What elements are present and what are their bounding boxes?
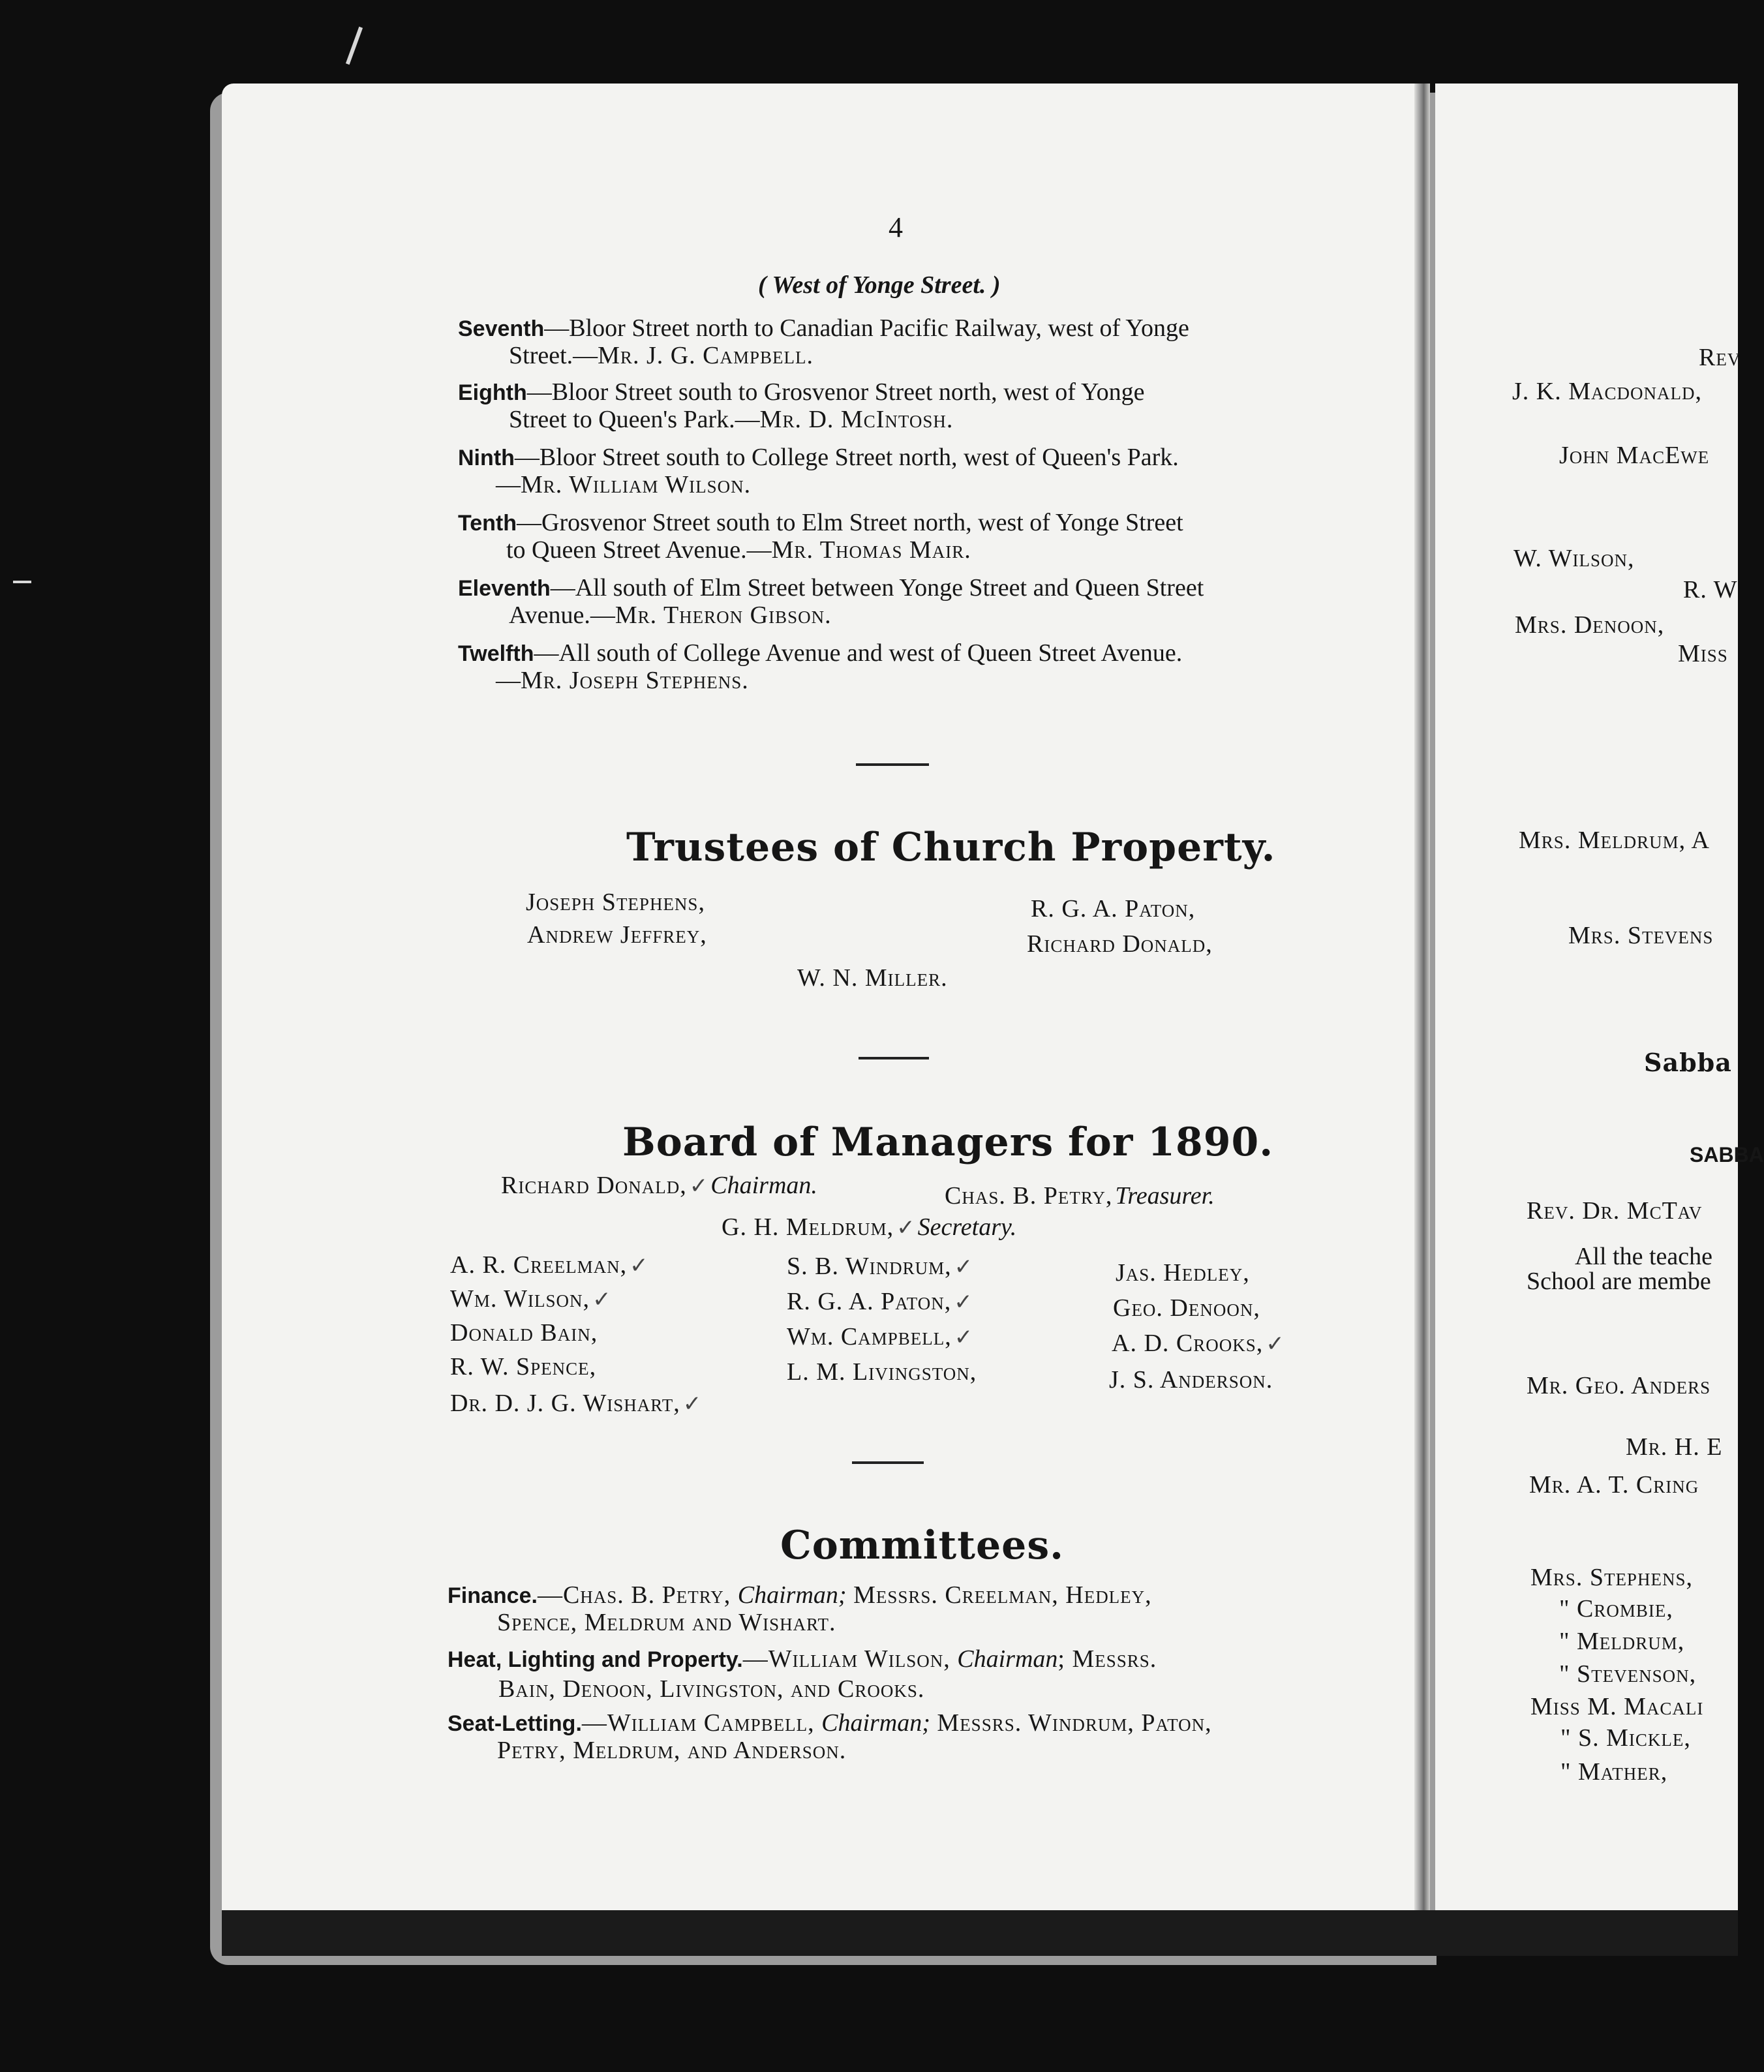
section-divider [859,1057,929,1059]
manager-name: Wm. Wilson, [450,1285,590,1313]
committees-heading: Committees. [780,1523,1064,1568]
committee-members: Petry, Meldrum, and Anderson. [497,1737,847,1764]
trustee-name: Richard Donald, [1027,930,1213,958]
right-text-line: " Meldrum, [1559,1628,1685,1655]
district-name: Eighth [458,380,527,405]
section-divider [852,1461,924,1464]
right-text-line: Rev [1699,344,1741,371]
district-description: —Bloor Street south to College Street north, west of Queen's Park. [514,444,1179,471]
manager-name: A. R. Creelman, [450,1251,628,1279]
right-text-line: J. K. Macdonald, [1512,378,1703,405]
right-text-line: " Crombie, [1559,1595,1673,1623]
committee-role: Chairman; [821,1709,930,1737]
committee-members: Messrs. Creelman, Hedley, [846,1581,1152,1609]
manager-name: Donald Bain, [450,1319,598,1347]
right-text-line: Mr. Geo. Anders [1527,1372,1711,1399]
manager-name: L. M. Livingston, [787,1358,977,1386]
right-text-line: R. W [1683,576,1738,603]
committee-role: Chairman; [737,1581,847,1609]
right-text-line: Mr. A. T. Cring [1529,1471,1699,1499]
right-text-line: W. Wilson, [1513,545,1635,572]
manager-name: Geo. Denoon, [1113,1294,1260,1322]
check-mark-icon: ✓ [689,1173,708,1199]
check-mark-icon: ✓ [592,1287,612,1313]
committee-members: Spence, Meldrum and Wishart. [497,1609,836,1636]
committee-members: ; Messrs. [1057,1645,1157,1673]
district-elder: Mr. William Wilson. [521,471,752,498]
manager-name: A. D. Crooks, [1112,1330,1264,1357]
district-name: Eleventh [458,576,551,601]
district-elder: Mr. D. McIntosh. [759,406,954,433]
right-text-line: Rev. Dr. McTav [1527,1197,1703,1225]
committee-members: Messrs. Windrum, Paton, [930,1709,1212,1737]
right-text-line: SABBA [1690,1143,1764,1166]
treasurer-role: Treasurer. [1115,1182,1215,1210]
district-description: —All south of Elm Street between Yonge Street and Queen Street [550,574,1204,602]
district-description: — [496,471,521,498]
right-text-line: Miss [1678,640,1728,667]
right-text-line: Mr. H. E [1626,1433,1723,1461]
right-text-line: John MacEwe [1559,442,1710,469]
right-text-line: Mrs. Stevens [1568,922,1714,949]
manager-name: Dr. D. J. G. Wishart, [450,1390,680,1417]
check-mark-icon: ✓ [630,1253,649,1279]
secretary-role: Secretary. [917,1213,1017,1241]
right-text-line: School are membe [1527,1268,1711,1295]
secretary-name: G. H. Meldrum, [722,1213,894,1241]
district-description: —Bloor Street north to Canadian Pacific Railway, west of Yonge [544,314,1189,342]
page-gutter [1414,84,1430,1910]
treasurer-name: Chas. B. Petry, [945,1182,1113,1210]
district-name: Twelfth [458,641,534,666]
manager-name: J. S. Anderson. [1109,1366,1273,1394]
committee-members: —William Campbell, [581,1709,822,1737]
left-page [222,84,1429,1910]
trustees-heading: Trustees of Church Property. [626,825,1276,870]
board-heading: Board of Managers for 1890. [622,1120,1274,1165]
right-text-line: Mrs. Meldrum, A [1519,827,1710,854]
district-elder: Mr. Thomas Mair. [771,536,971,564]
committee-members: Bain, Denoon, Livingston, and Crooks. [498,1675,925,1703]
district-description: —Bloor Street south to Grosvenor Street north, west of Yonge [526,378,1145,406]
district-description: Street.— [509,342,598,369]
district-description: to Queen Street Avenue.— [506,536,772,564]
district-name: Ninth [458,446,515,470]
section-subheading: ( West of Yonge Street. ) [758,271,1001,299]
right-text-line: Mrs. Stephens, [1530,1564,1693,1591]
chairman-name: Richard Donald, [501,1172,687,1199]
scan-mark [346,27,363,65]
committee-name: Heat, Lighting and Property. [448,1647,743,1672]
check-mark-icon: ✓ [682,1391,703,1417]
check-mark-icon: ✓ [954,1324,974,1350]
right-text-line: " Stevenson, [1559,1660,1697,1688]
page-number: 4 [889,211,903,243]
committee-role: Chairman [957,1645,1058,1673]
committee-name: Finance. [448,1583,538,1608]
manager-name: R. W. Spence, [450,1353,597,1380]
manager-name: Wm. Campbell, [787,1323,952,1350]
district-elder: Mr. J. G. Campbell. [598,342,814,369]
manager-name: S. B. Windrum, [787,1253,952,1280]
right-text-line: " S. Mickle, [1560,1724,1691,1752]
trustee-name: W. N. Miller. [797,964,948,992]
right-text-line: Mrs. Denoon, [1515,611,1665,639]
check-mark-icon: ✓ [954,1254,974,1280]
scan-mark [13,581,31,583]
district-description: — [496,667,521,694]
trustee-name: Andrew Jeffrey, [527,921,707,949]
committee-members: —William Wilson, [742,1645,958,1673]
chairman-role: Chairman. [710,1172,817,1199]
manager-name: Jas. Hedley, [1116,1259,1250,1287]
district-description: Avenue.— [509,602,615,629]
manager-name: R. G. A. Paton, [787,1288,952,1315]
district-description: —All south of College Avenue and west of Queen Street Avenue. [534,639,1183,667]
check-mark-icon: ✓ [896,1215,915,1241]
check-mark-icon: ✓ [954,1289,973,1315]
district-elder: Mr. Theron Gibson. [615,602,832,629]
district-name: Seventh [458,316,545,341]
trustee-name: Joseph Stephens, [526,889,705,916]
check-mark-icon: ✓ [1266,1331,1285,1357]
district-description: —Grosvenor Street south to Elm Street north, west of Yonge Street [517,509,1183,536]
committee-name: Seat-Letting. [448,1711,582,1736]
right-text-line: All the teache [1575,1243,1713,1270]
trustee-name: R. G. A. Paton, [1031,895,1196,922]
book-edge [222,1910,1738,1956]
district-elder: Mr. Joseph Stephens. [521,667,749,694]
district-name: Tenth [458,511,517,536]
right-text-line: Sabba [1644,1048,1732,1077]
committee-members: —Chas. B. Petry, [537,1581,738,1609]
right-text-line: Miss M. Macali [1530,1693,1704,1720]
district-description: Street to Queen's Park.— [509,406,760,433]
right-text-line: " Mather, [1560,1758,1668,1786]
section-divider [856,763,929,766]
